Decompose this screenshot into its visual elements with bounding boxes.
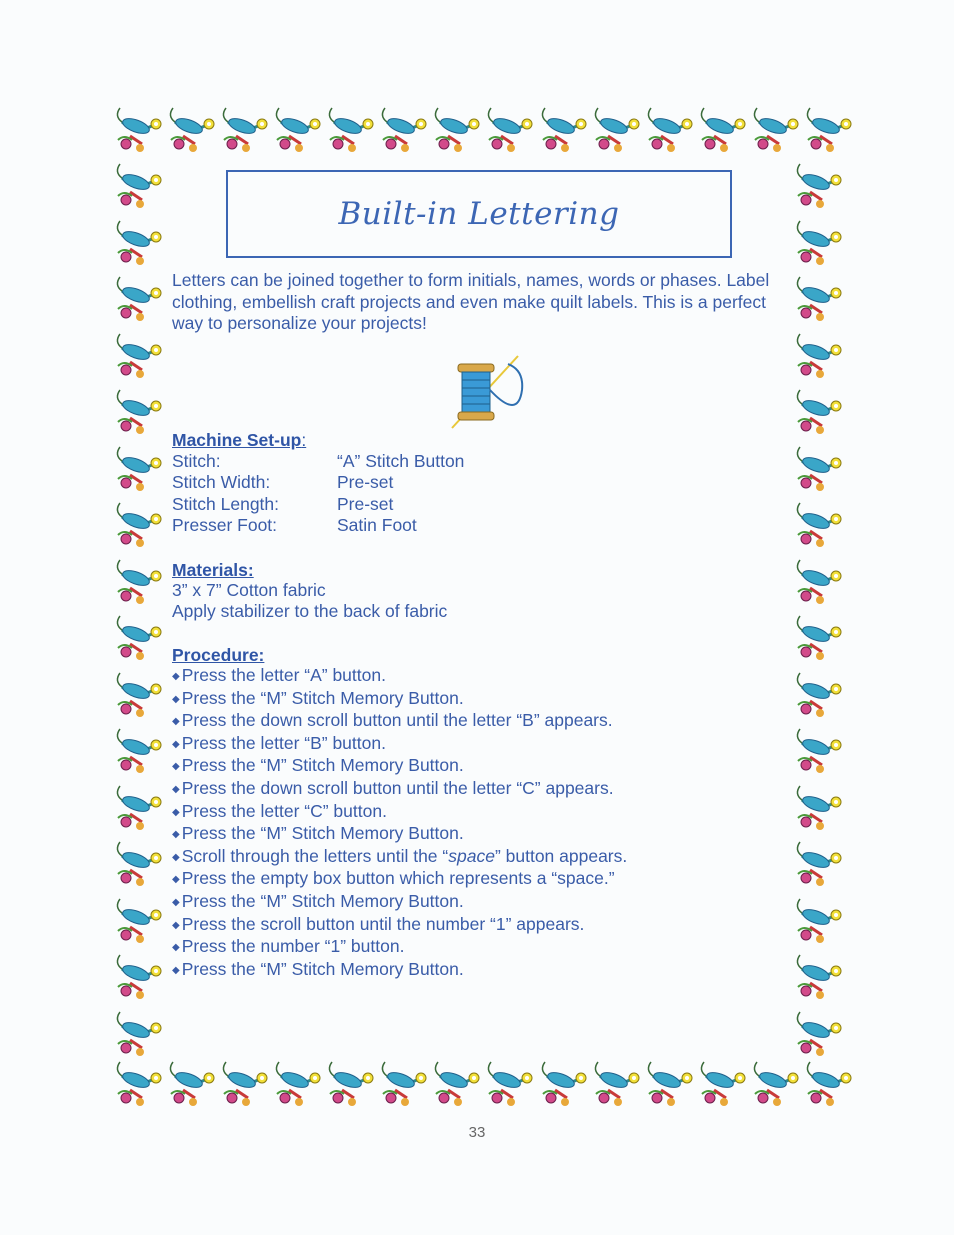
procedure-step: ◆ Press the “M” Stitch Memory Button. xyxy=(172,755,464,776)
setup-value: Pre-set xyxy=(337,472,394,492)
procedure-step: ◆ Press the letter “C” button. xyxy=(172,800,387,821)
sewing-motif-icon xyxy=(112,160,164,212)
sewing-motif-icon xyxy=(792,499,844,551)
sewing-motif-icon xyxy=(112,443,164,495)
sewing-motif-icon xyxy=(112,725,164,777)
page-number: 33 xyxy=(468,1124,486,1141)
sewing-motif-icon xyxy=(112,838,164,890)
sewing-motif-icon xyxy=(165,1058,217,1110)
sewing-motif-icon xyxy=(377,1058,429,1110)
setup-label: Presser Foot: xyxy=(172,515,278,535)
sewing-motif-icon xyxy=(792,443,844,495)
sewing-motif-icon xyxy=(218,104,270,156)
sewing-motif-icon xyxy=(112,669,164,721)
sewing-motif-icon xyxy=(112,217,164,269)
sewing-motif-icon xyxy=(271,1058,323,1110)
procedure-step: ◆ Press the number “1” button. xyxy=(172,936,405,957)
setup-value: Pre-set xyxy=(337,494,394,514)
sewing-motif-icon xyxy=(590,1058,642,1110)
sewing-motif-icon xyxy=(696,104,748,156)
sewing-motif-icon xyxy=(483,104,535,156)
sewing-motif-icon xyxy=(537,1058,589,1110)
material-item: Apply stabilizer to the back of fabric xyxy=(172,601,448,621)
border-right xyxy=(792,160,852,1060)
procedure-step: ◆ Press the scroll button until the number “1” appears. xyxy=(172,913,585,934)
sewing-motif-icon xyxy=(792,895,844,947)
procedure-step: ◆ Press the “M” Stitch Memory Button. xyxy=(172,823,464,844)
sewing-motif-icon xyxy=(696,1058,748,1110)
procedure-step: ◆ Press the “M” Stitch Memory Button. xyxy=(172,958,464,979)
sewing-motif-icon xyxy=(792,669,844,721)
sewing-motif-icon xyxy=(377,104,429,156)
sewing-motif-icon xyxy=(802,1058,854,1110)
sewing-motif-icon xyxy=(792,556,844,608)
sewing-motif-icon xyxy=(112,386,164,438)
materials-heading: Materials: xyxy=(172,560,254,580)
sewing-motif-icon xyxy=(324,1058,376,1110)
sewing-motif-icon xyxy=(643,1058,695,1110)
setup-value: Satin Foot xyxy=(337,515,417,535)
sewing-motif-icon xyxy=(792,273,844,325)
border-top xyxy=(112,104,854,162)
sewing-motif-icon xyxy=(112,104,164,156)
setup-label: Stitch Length: xyxy=(172,494,280,514)
procedure-step: ◆ Press the letter “A” button. xyxy=(172,665,386,685)
sewing-motif-icon xyxy=(430,1058,482,1110)
sewing-motif-icon xyxy=(792,782,844,834)
procedure-step: ◆ Press the empty box button which represents a “space.” xyxy=(172,868,615,889)
sewing-motif-icon xyxy=(112,1058,164,1110)
sewing-motif-icon xyxy=(112,612,164,664)
sewing-motif-icon xyxy=(112,273,164,325)
sewing-motif-icon xyxy=(112,556,164,608)
sewing-motif-icon xyxy=(112,330,164,382)
sewing-motif-icon xyxy=(792,217,844,269)
setup-heading: Machine Set-up: xyxy=(172,430,307,450)
procedure-heading: Procedure: xyxy=(172,645,265,665)
sewing-motif-icon xyxy=(112,895,164,947)
sewing-motif-icon xyxy=(537,104,589,156)
setup-label: Stitch Width: xyxy=(172,472,271,492)
sewing-motif-icon xyxy=(218,1058,270,1110)
sewing-motif-icon xyxy=(483,1058,535,1110)
procedure-step: ◆ Press the down scroll button until the letter “C” appears. xyxy=(172,777,614,798)
sewing-motif-icon xyxy=(430,104,482,156)
sewing-motif-icon xyxy=(165,104,217,156)
procedure-step: ◆ Press the down scroll button until the letter “B” appears. xyxy=(172,710,613,731)
procedure-steps xyxy=(172,665,627,981)
sewing-motif-icon xyxy=(324,104,376,156)
sewing-motif-icon xyxy=(112,499,164,551)
setup-value: “A” Stitch Button xyxy=(337,451,465,471)
intro-paragraph: Letters can be joined together to form initials, names, words or phases. Label clothing, embellish craft projects and even make quilt labels. This is a perfect way to personalize your projects! xyxy=(172,270,770,333)
sewing-motif-icon xyxy=(112,951,164,1003)
material-item: 3” x 7” Cotton fabric xyxy=(172,580,326,600)
thread-spool-icon xyxy=(448,350,528,432)
sewing-motif-icon xyxy=(792,951,844,1003)
sewing-motif-icon xyxy=(792,386,844,438)
sewing-motif-icon xyxy=(749,104,801,156)
sewing-motif-icon xyxy=(112,782,164,834)
sewing-motif-icon xyxy=(749,1058,801,1110)
setup-label: Stitch: xyxy=(172,451,221,471)
sewing-motif-icon xyxy=(590,104,642,156)
border-left xyxy=(112,160,172,1060)
procedure-step: ◆ Press the “M” Stitch Memory Button. xyxy=(172,890,464,911)
sewing-motif-icon xyxy=(792,160,844,212)
procedure-step: ◆ Press the letter “B” button. xyxy=(172,732,386,753)
sewing-motif-icon xyxy=(271,104,323,156)
sewing-motif-icon xyxy=(792,612,844,664)
sewing-motif-icon xyxy=(792,725,844,777)
sewing-motif-icon xyxy=(643,104,695,156)
sewing-motif-icon xyxy=(792,330,844,382)
procedure-step: ◆ Press the “M” Stitch Memory Button. xyxy=(172,687,464,708)
sewing-motif-icon xyxy=(802,104,854,156)
page-title: Built-in Lettering xyxy=(338,196,620,232)
sewing-motif-icon xyxy=(792,838,844,890)
sewing-motif-icon xyxy=(792,1008,844,1060)
procedure-step-scroll: ◆ Scroll through the letters until the “space” button appears. xyxy=(172,845,628,866)
title-frame xyxy=(226,170,732,258)
border-bottom xyxy=(112,1058,854,1116)
sewing-motif-icon xyxy=(112,1008,164,1060)
